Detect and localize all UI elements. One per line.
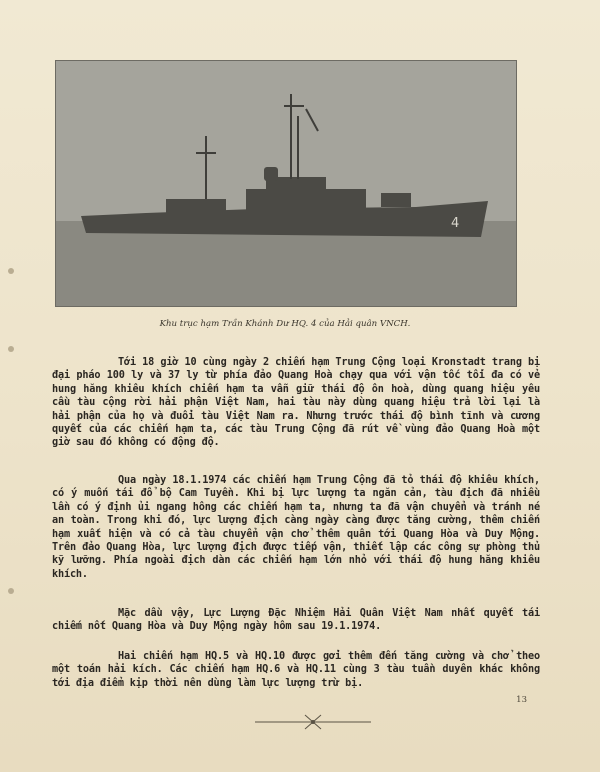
paragraph-3: Mặc dầu vậy, Lực Lượng Đặc Nhiệm Hải Quân Việt Nam nhất quyết tái chiếm nốt Quang Hòa và Duy Mộng ngày hôm sau 19.1.1974. (52, 608, 540, 633)
ornament-divider (255, 712, 371, 732)
paragraph-1: Tới 18 giờ 10 cùng ngày 2 chiến hạm Trung Cộng loại Kronstadt trang bị đại pháo 100 ly và 37 ly từ phía đảo Quang Hoà chạy qua với vận tốc tối đa có vẻ hung hăng khiêu khích chiến hạm ta vẫn giữ thái độ ôn hoà, dùng quang hiệu yêu cầu tàu cộng rời hải phận Việt Nam, hai tàu này dùng quang hiệu trả lời lại là hải phận của họ và đuổi tàu Việt Nam ra. Nhưng trước thái độ bình tĩnh và cương quyết của các chiến hạm ta, các tàu Trung Cộng đã rút về vùng đảo Quang Hoà một giờ sau đó không có động độ. (52, 357, 540, 449)
punch-hole-dot (8, 346, 14, 352)
ship-photo (55, 60, 517, 307)
page-number: 13 (516, 695, 527, 705)
punch-hole-dot (8, 268, 14, 274)
warship-illustration (56, 61, 516, 306)
hull-number: 4 (451, 216, 460, 231)
paragraph-4: Hai chiến hạm HQ.5 và HQ.10 được gởi thêm đến tăng cường và chở theo một toán hải kích. Các chiến hạm HQ.6 và HQ.11 cùng 3 tàu tuần duyên khác không tới địa điểm kịp thời nên dùng làm lực lượng trừ bị. (52, 651, 540, 689)
punch-hole-dot (8, 588, 14, 594)
paragraph-2: Qua ngày 18.1.1974 các chiến hạm Trung Cộng đã tỏ thái độ khiêu khích, có ý muốn tái đổ bộ Cam Tuyền. Khi bị lực lượng ta ngăn cản, tàu địch đã nhiều lần có ý định ủi ngang hông các chiến hạm ta, nhưng ta đã vận chuyển và tránh né an toàn. Trong khi đó, lực lượng địch càng ngày càng được tăng cường, thêm chiến hạm xuất hiện và có cả tàu chuyển vận chở thêm quân tới Quang Hòa và Duy Mộng. Trên đảo Quang Hòa, lực lượng địch được tiếp vận, thiết lập các công sự phòng thủ kỹ lưỡng. Phía ngoài địch dàn các chiến hạm lớn nhỏ với thái độ hung hăng khiêu khích. (52, 475, 540, 580)
photo-caption: Khu trục hạm Trần Khánh Dư HQ. 4 của Hải quân VNCH. (159, 319, 411, 329)
